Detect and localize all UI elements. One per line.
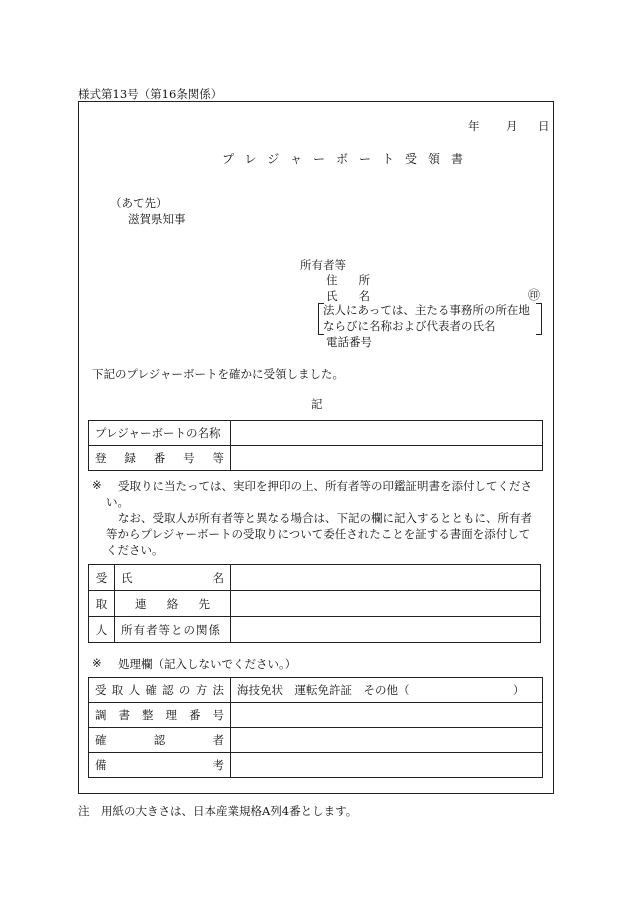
owner-heading: 所有者等 (300, 258, 346, 272)
receiver-side-2: 取 (89, 591, 115, 617)
processing-table (88, 677, 543, 778)
date-day: 日 (538, 119, 550, 133)
page-title: プレジャーボート受領書 (222, 152, 474, 166)
file-number-label: 調 書 整 理 番 号 (95, 708, 224, 722)
addressee-label: （あて先） (110, 196, 168, 210)
date-month: 月 (506, 119, 518, 133)
seal-mark: ㊞ (528, 288, 541, 302)
owner-address-label: 住 所 (326, 273, 370, 287)
owner-note-line2: ならびに名称および代表者の氏名 (323, 319, 496, 333)
receiver-contact-value[interactable] (231, 591, 541, 617)
receiver-relation-value[interactable] (231, 617, 541, 643)
note-p2-line3: ください。 (106, 543, 164, 557)
note-bracket-right (536, 303, 542, 335)
remarks-label: 備 考 (95, 758, 224, 772)
note-p2-line2: 等からプレジャーボートの受取りについて委任されたことを証する書面を添付して (106, 527, 531, 541)
owner-note-line1: 法人にあっては、主たる事務所の所在地 (323, 303, 530, 317)
processing-heading: 処理欄（記入しないでください。） (118, 657, 297, 671)
file-number-value[interactable] (231, 703, 543, 728)
boat-reg-label: 登 録 番 号 等 (95, 451, 224, 465)
receiver-side-1: 受 (89, 565, 115, 591)
form-number: 様式第13号（第16条関係） (78, 87, 223, 101)
remarks-value[interactable] (231, 753, 543, 778)
addressee-name: 滋賀県知事 (128, 212, 186, 226)
boat-name-label: プレジャーボートの名称 (89, 421, 231, 446)
boat-reg-value[interactable] (231, 446, 543, 471)
confirm-method-options: 海技免状 運転免許証 その他（ (237, 683, 410, 697)
boat-table (88, 420, 543, 471)
note-p1-line2: い。 (106, 495, 129, 509)
confirmer-value[interactable] (231, 728, 543, 753)
note-p2-line1: なお、受取人が所有者等と異なる場合は、下記の欄に記入するとともに、所有者 (118, 511, 532, 525)
statement: 下記のプレジャーボートを確かに受領しました。 (92, 367, 345, 381)
owner-name-label: 氏 名 (326, 289, 370, 303)
processing-mark: ※ (92, 656, 102, 670)
confirmer-label: 確 認 者 (95, 733, 224, 747)
receiver-name-value[interactable] (231, 565, 541, 591)
confirm-method-close: ） (513, 683, 525, 697)
receiver-relation-label: 所有者等との関係 (115, 617, 231, 643)
note-p1-line1: 受取りに当たっては、実印を押印の上、所有者等の印鑑証明書を添付してくださ (118, 479, 532, 493)
owner-phone-label: 電話番号 (326, 335, 372, 349)
receiver-name-label: 氏 名 (121, 570, 224, 585)
receiver-contact-label: 連 絡 先 (135, 596, 210, 611)
confirm-method-label: 受 取 人 確 認 の 方 法 (95, 683, 224, 697)
date-year: 年 (468, 119, 480, 133)
ki-heading: 記 (311, 397, 323, 411)
boat-name-value[interactable] (231, 421, 543, 446)
receiver-side-3: 人 (89, 617, 115, 643)
receiver-table (88, 564, 541, 643)
note-mark: ※ (92, 478, 102, 492)
footer-note: 注 用紙の大きさは、日本産業規格A列4番とします。 (78, 804, 358, 818)
